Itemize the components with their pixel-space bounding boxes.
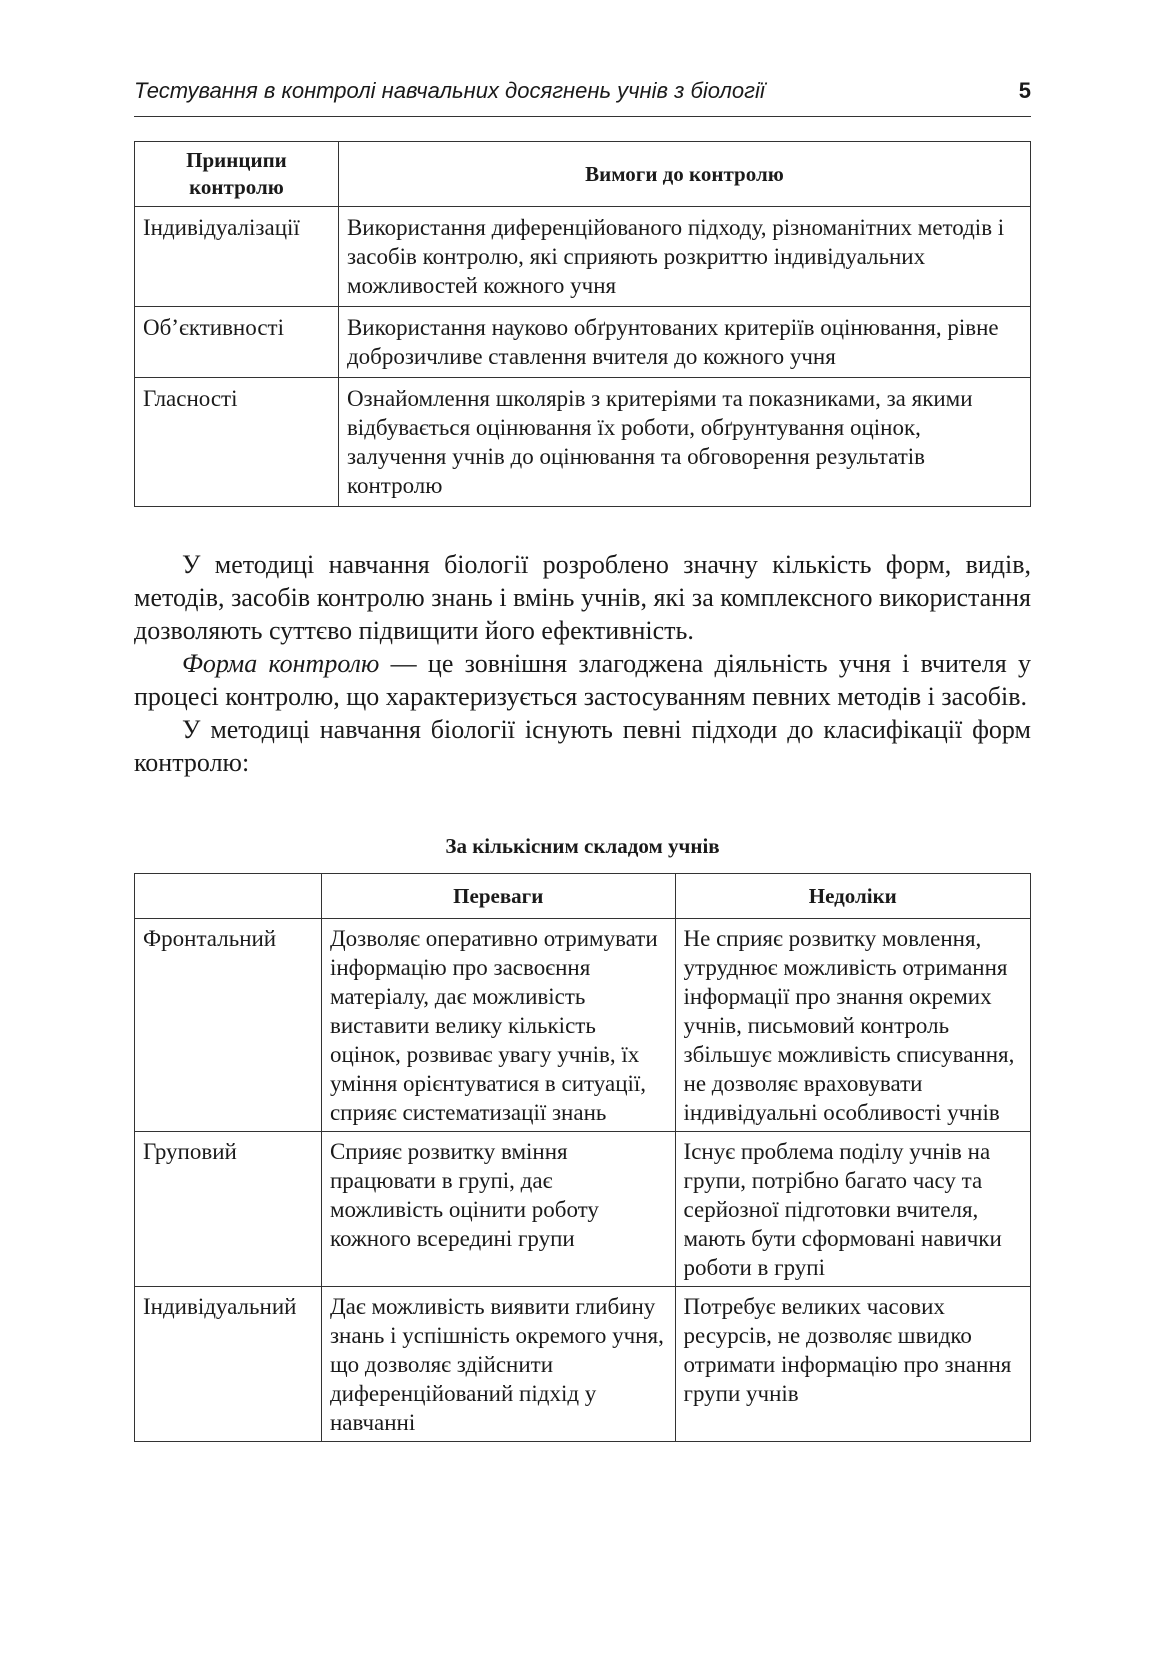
paragraph: У методиці навчання біології розроблено значну кількість форм, видів, методів, засобів контролю знань і вмінь учнів, які за комплексного використання дозволяють суттєво підвищити його ефективність. xyxy=(134,550,1031,645)
column-header: Вимоги до контролю xyxy=(338,142,1030,207)
requirement-cell: Використання диференційованого підходу, різноманітних методів і засобів контролю, які сприяють розкриттю індивідуальних можливостей кожного учня xyxy=(338,207,1030,307)
table-row xyxy=(135,207,1031,307)
running-title: Тестування в контролі навчальних досягнень учнів з біології xyxy=(134,78,765,103)
table-row xyxy=(135,1287,1031,1442)
table-header-row xyxy=(135,142,1031,207)
column-header xyxy=(135,874,322,919)
form-cell: Індивідуальний xyxy=(135,1287,322,1442)
table-row xyxy=(135,307,1031,378)
advantages-cell: Дає можливість виявити глибину знань і успішність окремого учня, що дозволяє здійснити диференційований підхід у навчанні xyxy=(321,1287,675,1442)
principle-cell: Індивідуалізації xyxy=(135,207,339,307)
definition-text: — це зовнішня злагоджена діяльність учня і вчителя у процесі контролю, що характеризується застосуванням певних методів і засобів. xyxy=(134,649,1032,711)
table-row xyxy=(135,1132,1031,1287)
paragraph xyxy=(134,647,1031,713)
requirement-cell: Ознайомлення школярів з критеріями та показниками, за якими відбувається оцінювання їх роботи, обґрунтування оцінок, залучення учнів до оцінювання та обговорення результатів контролю xyxy=(338,378,1030,507)
body-text xyxy=(134,548,1031,779)
disadvantages-cell: Не сприяє розвитку мовлення, утруднює можливість отримання інформації про знання окремих учнів, письмовий контроль збільшує можливість списування, не дозволяє враховувати індивідуальні особливості учнів xyxy=(675,919,1030,1132)
column-header: Переваги xyxy=(321,874,675,919)
advantages-cell: Дозволяє оперативно отримувати інформацію про засвоєння матеріалу, дає можливість виставити велику кількість оцінок, розвиває увагу учнів, їх уміння орієнтуватися в ситуації, сприяє систематизації знань xyxy=(321,919,675,1132)
form-cell: Фронтальний xyxy=(135,919,322,1132)
control-principles-table xyxy=(134,141,1031,507)
page-number: 5 xyxy=(1018,78,1031,103)
table-caption: За кількісним складом учнів xyxy=(445,834,720,858)
disadvantages-cell: Існує проблема поділу учнів на групи, потрібно багато часу та серйозної підготовки вчителя, мають бути сформовані навички роботи в групі xyxy=(675,1132,1030,1287)
advantages-cell: Сприяє розвитку вміння працювати в групі, дає можливість оцінити роботу кожного всередині групи xyxy=(321,1132,675,1287)
requirement-cell: Використання науково обґрунтованих критеріїв оцінювання, рівне доброзичливе ставлення вчителя до кожного учня xyxy=(338,307,1030,378)
table-row xyxy=(135,378,1031,507)
disadvantages-cell: Потребує великих часових ресурсів, не дозволяє швидко отримати інформацію про знання групи учнів xyxy=(675,1287,1030,1442)
principle-cell: Об’єктивності xyxy=(135,307,339,378)
term-emphasis: Форма контролю xyxy=(182,649,380,678)
form-cell: Груповий xyxy=(135,1132,322,1287)
column-header: Принципи контролю xyxy=(135,142,339,207)
running-header xyxy=(134,76,1031,117)
principle-cell: Гласності xyxy=(135,378,339,507)
paragraph: У методиці навчання біології існують певні підходи до класифікації форм контролю: xyxy=(134,715,1031,777)
table-row xyxy=(135,919,1031,1132)
table-header-row xyxy=(135,874,1031,919)
control-forms-table xyxy=(134,873,1031,1442)
column-header: Недоліки xyxy=(675,874,1030,919)
